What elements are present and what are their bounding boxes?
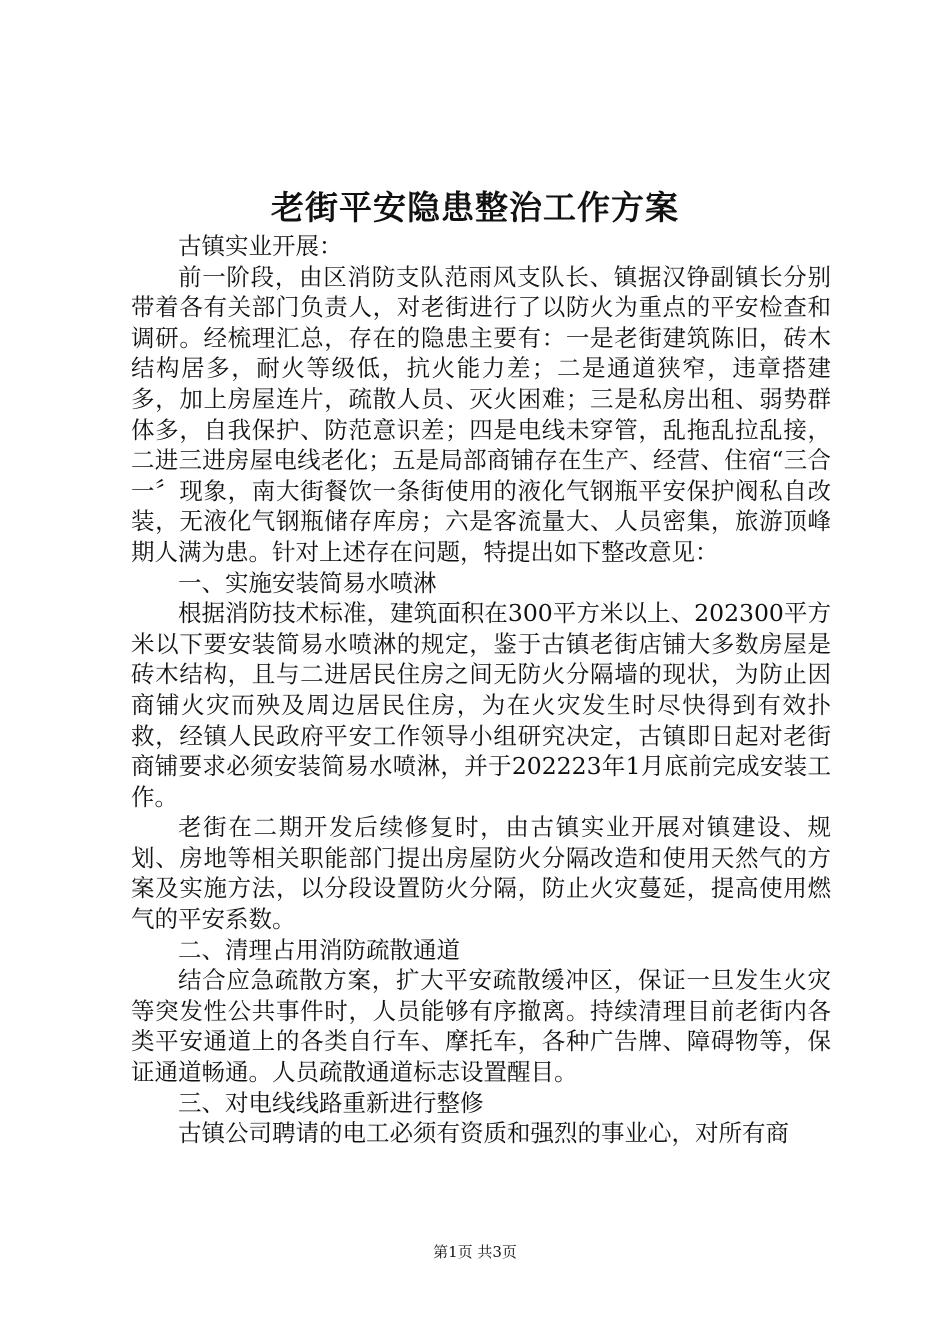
body-paragraph: 老街在二期开发后续修复时，由古镇实业开展对镇建设、规划、房地等相关职能部门提出房屋防火分隔改造和使用天然气的方案及实施方法，以分段设置防火分隔，防止火灾蔓延，提高使用燃气的平安系数。 xyxy=(131,813,831,934)
page-footer xyxy=(0,1242,950,1262)
salutation-paragraph: 古镇实业开展： xyxy=(178,232,343,260)
section-heading: 一、实施安装简易水喷淋 xyxy=(178,568,437,597)
page-number: 第1页 共3页 xyxy=(433,1243,517,1261)
document-body xyxy=(131,231,831,1149)
body-paragraph: 根据消防技术标准，建筑面积在300平方米以上、202300平方米以下要安装简易水喷淋的规定，鉴于古镇老街店铺大多数房屋是砖木结构，且与二进居民住房之间无防火分隔墙的现状，为防止因商铺火灾而殃及周边居民住房，为在火灾发生时尽快得到有效扑救，经镇人民政府平安工作领导小组研究决定，古镇即日起对老街商铺要求必须安装简易水喷淋，并于202223年1月底前完成安装工作。 xyxy=(131,599,831,811)
document-title: 老街平安隐患整治工作方案 xyxy=(271,188,679,227)
body-paragraph: 前一阶段，由区消防支队范雨风支队长、镇据汉铮副镇长分别带着各有关部门负责人，对老街进行了以防火为重点的平安检查和调研。经梳理汇总，存在的隐患主要有：一是老街建筑陈旧，砖木结构居多，耐火等级低，抗火能力差；二是通道狭窄，违章搭建多，加上房屋连片，疏散人员、灭火困难；三是私房出租、弱势群体多，自我保护、防范意识差；四是电线未穿管，乱拖乱拉乱接，二进三进房屋电线老化；五是局部商铺存在生产、经营、住宿“三合一〞现象，南大街餐饮一条街使用的液化气钢瓶平安保护阀私自改装，无液化气钢瓶储存库房；六是客流量大、人员密集，旅游顶峰期人满为患。针对上述存在问题，特提出如下整改意见： xyxy=(131,262,831,566)
section-heading: 二、清理占用消防疏散通道 xyxy=(178,935,460,964)
section-heading: 三、对电线线路重新进行整修 xyxy=(178,1088,484,1117)
body-paragraph: 古镇公司聘请的电工必须有资质和强烈的事业心，对所有商 xyxy=(178,1119,789,1148)
body-paragraph: 结合应急疏散方案，扩大平安疏散缓冲区，保证一旦发生火灾等突发性公共事件时，人员能够有序撤离。持续清理目前老街内各类平安通道上的各类自行车、摩托车，各种广告牌、障碍物等，保证通道畅通。人员疏散通道标志设置醒目。 xyxy=(131,966,831,1087)
